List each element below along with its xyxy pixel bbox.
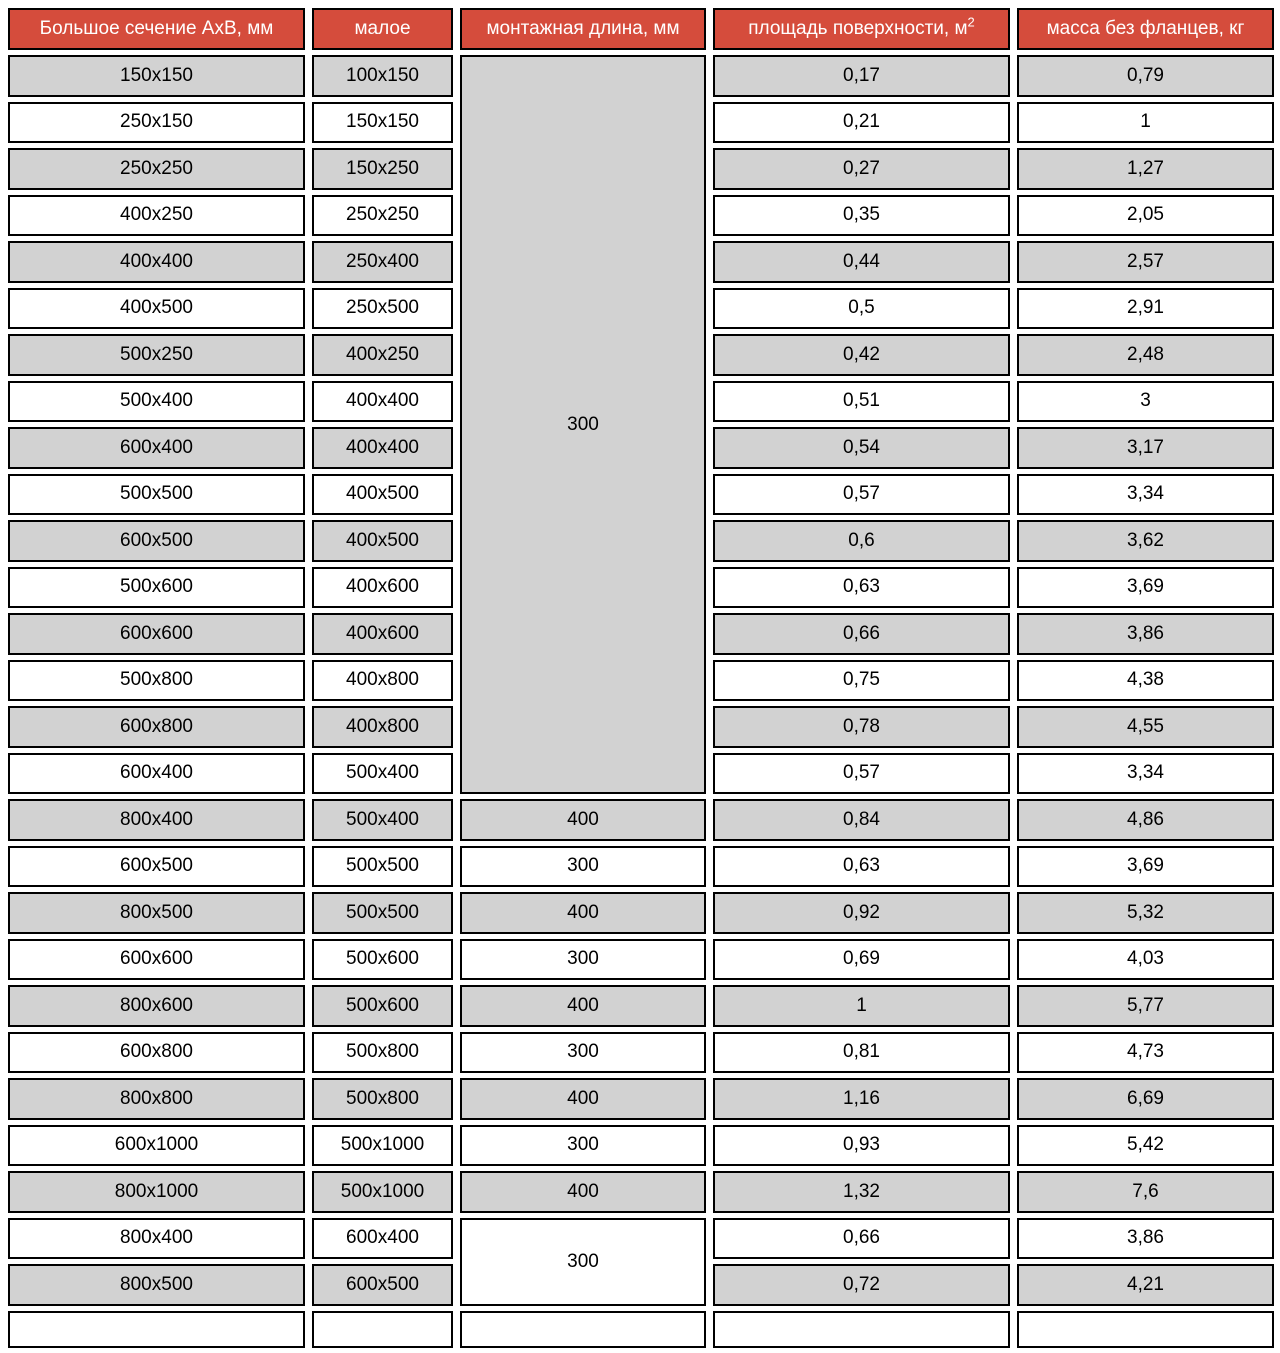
cell-small-section: 500x600 [312,939,453,981]
cell-big-section: 500x400 [8,381,305,423]
cell-surface-area: 0,78 [713,706,1010,748]
cell-big-section: 150x150 [8,55,305,97]
table-row [8,1218,1274,1260]
cell-big-section: 400x500 [8,288,305,330]
cell-big-section: 800x500 [8,892,305,934]
cell-small-section: 150x250 [312,148,453,190]
cell-big-section: 250x250 [8,148,305,190]
cell-surface-area: 0,66 [713,613,1010,655]
table-row [8,1078,1274,1120]
cell-small-section: 500x400 [312,799,453,841]
cell-big-section: 400x400 [8,241,305,283]
cell-mount-length: 300 [460,1125,706,1167]
cell-surface-area: 0,66 [713,1218,1010,1260]
cell-big-section: 600x1000 [8,1125,305,1167]
cell-mount-length: 400 [460,1171,706,1213]
cell-mass: 7,6 [1017,1171,1274,1213]
cell-surface-area: 1 [713,985,1010,1027]
cell-big-section: 800x600 [8,985,305,1027]
cell-mount-length: 300 [460,1218,706,1306]
table-row [8,892,1274,934]
cell-surface-area: 0,6 [713,520,1010,562]
cell-small-section: 250x500 [312,288,453,330]
cell-mass: 5,32 [1017,892,1274,934]
partial-cell [460,1311,706,1348]
cell-small-section: 400x250 [312,334,453,376]
header-row [8,8,1274,50]
cell-mass: 3,69 [1017,846,1274,888]
cell-surface-area: 0,93 [713,1125,1010,1167]
cell-mass: 0,79 [1017,55,1274,97]
cell-surface-area: 0,57 [713,474,1010,516]
cell-mass: 1 [1017,102,1274,144]
cell-mass: 5,77 [1017,985,1274,1027]
cell-mount-length: 300 [460,846,706,888]
cell-mount-length: 300 [460,55,706,794]
column-header-mass: масса без фланцев, кг [1017,8,1274,50]
cell-mass: 4,03 [1017,939,1274,981]
cell-small-section: 500x1000 [312,1125,453,1167]
cell-surface-area: 0,84 [713,799,1010,841]
cell-small-section: 500x800 [312,1032,453,1074]
partial-cell [8,1311,305,1348]
cell-big-section: 500x600 [8,567,305,609]
cell-small-section: 600x400 [312,1218,453,1260]
cell-surface-area: 1,16 [713,1078,1010,1120]
cell-mass: 2,48 [1017,334,1274,376]
cell-surface-area: 0,63 [713,567,1010,609]
column-header-surface-area [713,8,1010,50]
partial-cell [1017,1311,1274,1348]
cell-surface-area: 0,75 [713,660,1010,702]
cell-surface-area: 0,57 [713,753,1010,795]
cell-small-section: 150x150 [312,102,453,144]
column-header-small-section: малое [312,8,453,50]
cell-small-section: 400x800 [312,706,453,748]
table-row [8,1125,1274,1167]
partial-cell [312,1311,453,1348]
cell-mass: 3,62 [1017,520,1274,562]
cell-mass: 2,05 [1017,195,1274,237]
cell-mass: 4,55 [1017,706,1274,748]
cell-mass: 3 [1017,381,1274,423]
cell-surface-area: 0,51 [713,381,1010,423]
table-row [8,55,1274,97]
cell-big-section: 600x500 [8,846,305,888]
cell-small-section: 500x1000 [312,1171,453,1213]
cell-mass: 3,86 [1017,1218,1274,1260]
cell-surface-area: 0,5 [713,288,1010,330]
cell-mount-length: 300 [460,1032,706,1074]
cell-surface-area: 0,42 [713,334,1010,376]
cell-small-section: 400x500 [312,520,453,562]
cell-surface-area: 0,27 [713,148,1010,190]
cell-surface-area: 0,63 [713,846,1010,888]
cell-mass: 3,86 [1017,613,1274,655]
cell-big-section: 600x400 [8,427,305,469]
cell-big-section: 600x600 [8,939,305,981]
cell-small-section: 500x500 [312,892,453,934]
cell-surface-area: 0,81 [713,1032,1010,1074]
table-row [8,846,1274,888]
cell-big-section: 600x500 [8,520,305,562]
cell-surface-area: 0,69 [713,939,1010,981]
cell-big-section: 250x150 [8,102,305,144]
table-row [8,985,1274,1027]
cell-small-section: 500x600 [312,985,453,1027]
cell-small-section: 500x400 [312,753,453,795]
cell-big-section: 500x250 [8,334,305,376]
cell-small-section: 400x600 [312,567,453,609]
cell-small-section: 400x600 [312,613,453,655]
cell-big-section: 600x400 [8,753,305,795]
cell-big-section: 800x400 [8,799,305,841]
cell-small-section: 400x500 [312,474,453,516]
cell-big-section: 800x500 [8,1264,305,1306]
cell-mass: 4,38 [1017,660,1274,702]
cell-mass: 4,21 [1017,1264,1274,1306]
cell-surface-area: 0,35 [713,195,1010,237]
cell-mount-length: 400 [460,892,706,934]
cell-big-section: 600x800 [8,1032,305,1074]
cell-small-section: 250x400 [312,241,453,283]
cell-surface-area: 0,44 [713,241,1010,283]
cell-big-section: 800x800 [8,1078,305,1120]
cell-mass: 3,34 [1017,753,1274,795]
cell-small-section: 400x800 [312,660,453,702]
column-header-big-section: Большое сечение АхВ, мм [8,8,305,50]
cell-mount-length: 300 [460,939,706,981]
cell-small-section: 500x500 [312,846,453,888]
cell-small-section: 500x800 [312,1078,453,1120]
cell-big-section: 500x500 [8,474,305,516]
cell-mount-length: 400 [460,985,706,1027]
cell-mass: 2,91 [1017,288,1274,330]
partial-cell [713,1311,1010,1348]
cell-mount-length: 400 [460,799,706,841]
table-row [8,799,1274,841]
cell-mass: 1,27 [1017,148,1274,190]
dimensions-table [1,3,1280,1353]
table-row [8,1032,1274,1074]
cell-big-section: 600x800 [8,706,305,748]
cell-surface-area: 0,72 [713,1264,1010,1306]
cell-mass: 3,17 [1017,427,1274,469]
cell-mass: 4,86 [1017,799,1274,841]
cell-small-section: 600x500 [312,1264,453,1306]
cell-small-section: 250x250 [312,195,453,237]
cell-mass: 3,34 [1017,474,1274,516]
cell-small-section: 400x400 [312,381,453,423]
table-body [8,55,1274,1348]
cell-surface-area: 1,32 [713,1171,1010,1213]
cell-mass: 3,69 [1017,567,1274,609]
column-header-mount-length: монтажная длина, мм [460,8,706,50]
cell-big-section: 600x600 [8,613,305,655]
cell-mass: 5,42 [1017,1125,1274,1167]
cell-big-section: 800x1000 [8,1171,305,1213]
cell-surface-area: 0,17 [713,55,1010,97]
table-row [8,1171,1274,1213]
table-row [8,939,1274,981]
cell-big-section: 800x400 [8,1218,305,1260]
cell-mass: 2,57 [1017,241,1274,283]
column-header-surface-area-label: площадь поверхности, м [748,18,968,39]
cell-big-section: 500x800 [8,660,305,702]
cell-small-section: 400x400 [312,427,453,469]
cell-surface-area: 0,54 [713,427,1010,469]
superscript-2: 2 [967,14,975,30]
cell-mount-length: 400 [460,1078,706,1120]
cell-mass: 6,69 [1017,1078,1274,1120]
cell-surface-area: 0,92 [713,892,1010,934]
partial-row [8,1311,1274,1348]
cell-big-section: 400x250 [8,195,305,237]
cell-surface-area: 0,21 [713,102,1010,144]
cell-mass: 4,73 [1017,1032,1274,1074]
cell-small-section: 100x150 [312,55,453,97]
